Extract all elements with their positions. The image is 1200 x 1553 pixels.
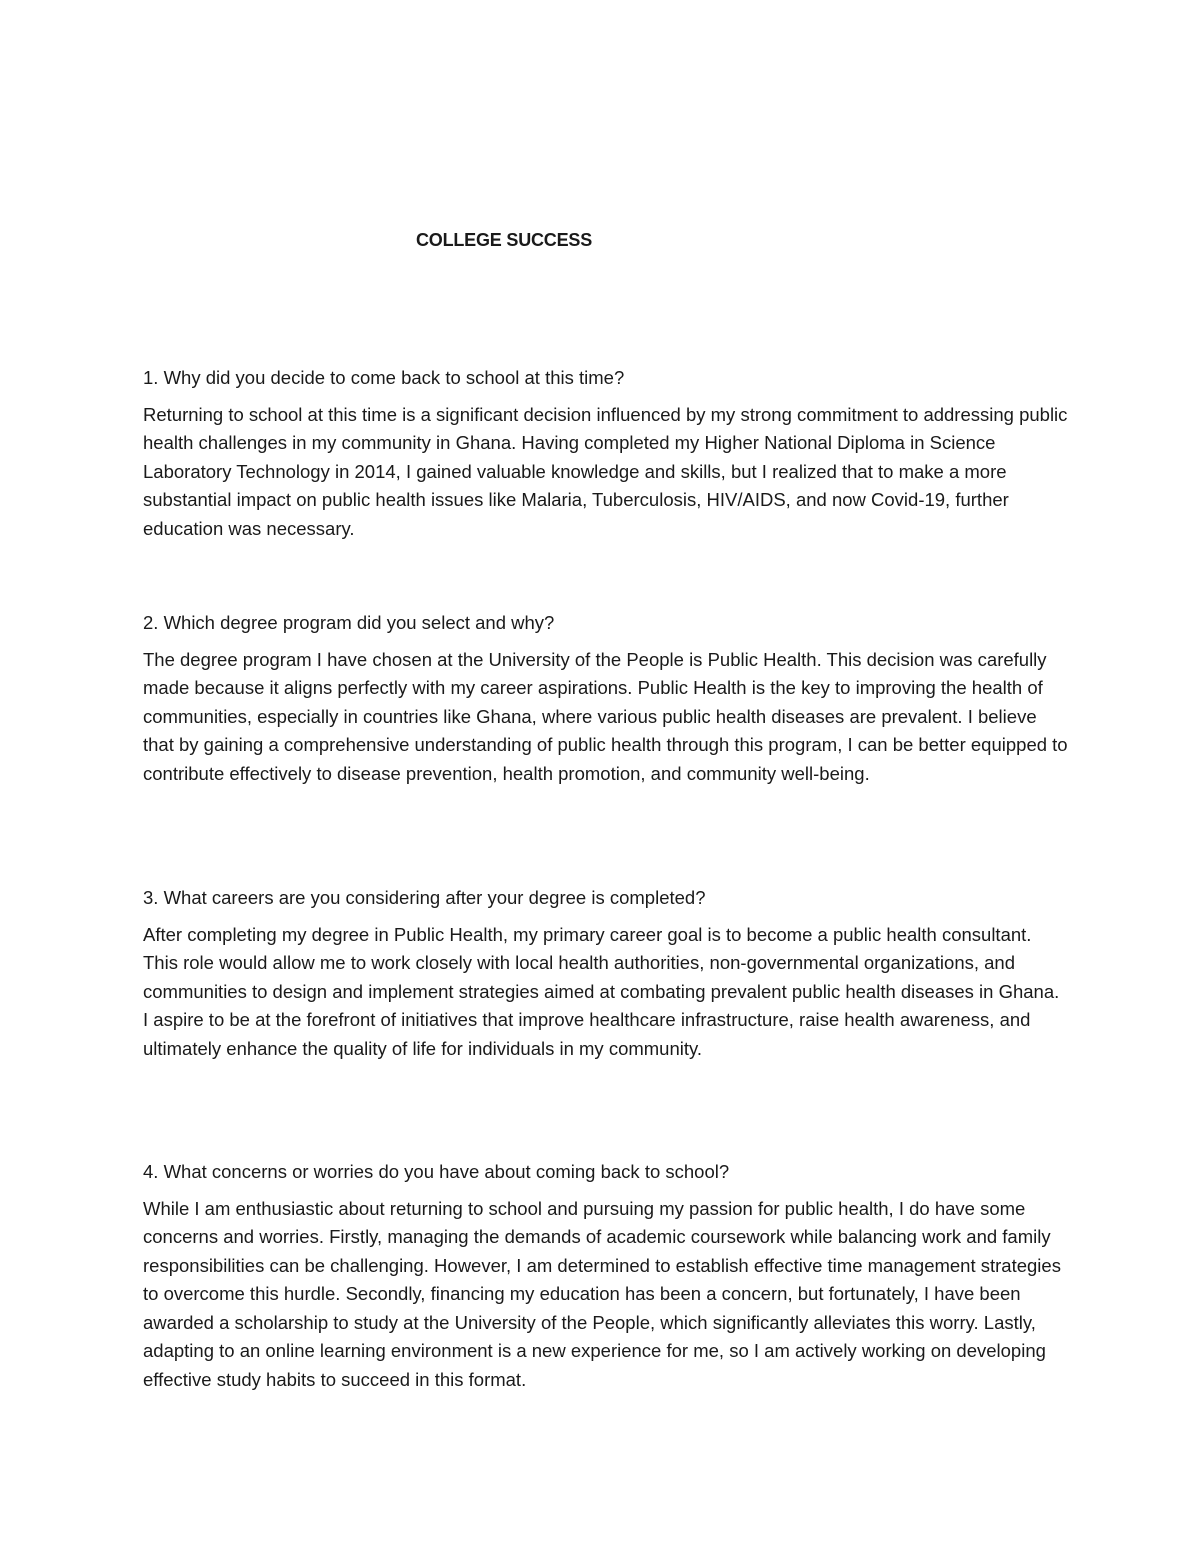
document-title: COLLEGE SUCCESS bbox=[415, 230, 593, 250]
answer-4: While I am enthusiastic about returning to school and pursuing my passion for public health, I do have some concerns and worries. Firstly, managing the demands of academic coursework while balancing work and family responsibilities can be challenging. However, I am determined to establish effective time management strategies to overcome this hurdle. Secondly, financing my education has been a concern, but fortunately, I have been awarded a scholarship to study at the University of the People, which significantly alleviates this worry. Lastly, adapting to an online learning environment is a new experience for me, so I am actively working on developing effective study habits to succeed in this format. bbox=[143, 1197, 1061, 1390]
question-4: 4. What concerns or worries do you have about coming back to school? bbox=[143, 1161, 730, 1182]
question-1: 1. Why did you decide to come back to school at this time? bbox=[143, 367, 625, 388]
answer-1: Returning to school at this time is a significant decision influenced by my strong commitment to addressing public health challenges in my community in Ghana. Having completed my Higher National Diploma in Science Laboratory Technology in 2014, I gained valuable knowledge and skills, but I realized that to make a more substantial impact on public health issues like Malaria, Tuberculosis, HIV/AIDS, and now Covid-19, further education was necessary. bbox=[143, 403, 1068, 539]
qa-section-1 bbox=[143, 364, 1068, 543]
answer-3: After completing my degree in Public Health, my primary career goal is to become a public health consultant. This role would allow me to work closely with local health authorities, non-governmental organizations, and communities to design and implement strategies aimed at combating prevalent public health diseases in Ghana. I aspire to be at the forefront of initiatives that improve healthcare infrastructure, raise health awareness, and ultimately enhance the quality of life for individuals in my community. bbox=[143, 923, 1060, 1059]
qa-section-3 bbox=[143, 884, 1068, 1063]
qa-section-2 bbox=[143, 609, 1068, 788]
answer-2: The degree program I have chosen at the University of the People is Public Health. This decision was carefully made because it aligns perfectly with my career aspirations. Public Health is the key to improving the health of communities, especially in countries like Ghana, where various public health diseases are prevalent. I believe that by gaining a comprehensive understanding of public health through this program, I can be better equipped to contribute effectively to disease prevention, health promotion, and community well-being. bbox=[143, 648, 1068, 784]
qa-section-4 bbox=[143, 1158, 1068, 1394]
question-3: 3. What careers are you considering after your degree is completed? bbox=[143, 887, 706, 908]
question-2: 2. Which degree program did you select and why? bbox=[143, 612, 555, 633]
